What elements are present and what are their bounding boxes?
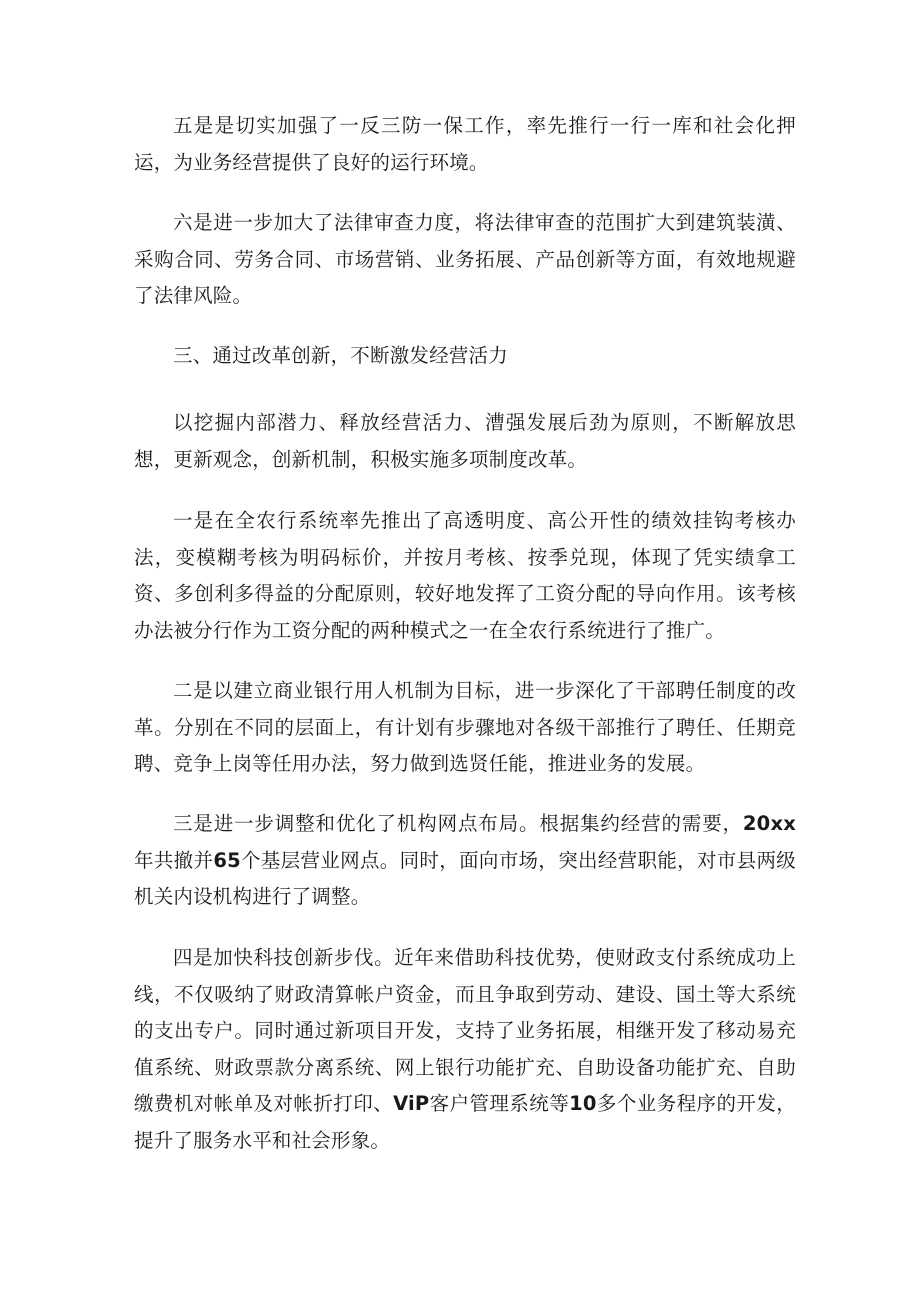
year-value: 20xx xyxy=(742,812,796,835)
paragraph-four-tech-innovation xyxy=(134,940,796,1159)
paragraph-one-performance-assessment: 一是在全农行系统率先推出了高透明度、高公开性的绩效挂钩考核办法，变模糊考核为明码标价，并按月考核、按季兑现，体现了凭实绩拿工资、多创利多得益的分配原则，较好地发挥了工资分配的导向作用。该考核办法被分行作为工资分配的两种模式之一在全农行系统进行了推广。 xyxy=(134,509,796,642)
branch-count-value: 65 xyxy=(213,848,241,872)
paragraph-reform-intro: 以挖掘内部潜力、释放经营活力、漕强发展后劲为原则，不断解放思想，更新观念，创新机制，积极实施多项制度改革。 xyxy=(134,411,796,471)
section-heading-reform: 三、通过改革创新，不断激发经营活力 xyxy=(173,344,508,367)
paragraph-text-segment: 多个业务程序的开发，提升了服务水平和社会形象。 xyxy=(134,1092,796,1152)
paragraph-text-segment: 年共撤并 xyxy=(134,848,214,872)
paragraph-five-security: 五是是切实加强了一反三防一保工作，率先推行一行一库和社会化押运，为业务经营提供了良好的运行环境。 xyxy=(134,114,796,174)
paragraph-six-legal-review: 六是进一步加大了法律审查力度，将法律审查的范围扩大到建筑装潢、采购合同、劳务合同、市场营销、业务拓展、产品创新等方面，有效地规避了法律风险。 xyxy=(134,211,796,307)
paragraph-text-segment: 三是进一步调整和优化了机构网点布局。根据集约经营的需要， xyxy=(173,812,743,835)
paragraph-text-segment: 客户管理系统等 xyxy=(429,1092,570,1115)
program-count-value: 10 xyxy=(569,1092,597,1115)
vip-label: ViP xyxy=(393,1092,430,1115)
paragraph-text-segment: 四是加快科技创新步伐。近年来借助科技优势，使财政支付系统成功上线，不仅吸纳了财政清算帐户资金，而且争取到劳动、建设、国土等大系统的支出专户。同时通过新项目开发，支持了业务拓展，相继开发了移动易充值系统、财政票款分离系统、网上银行功能扩充、自助设备功能扩充、自助缴费机对帐单及对帐折打印、 xyxy=(134,946,796,1115)
paragraph-text-segment: 个基层营业网点。同时，面向市场，突出经营职能，对市县两级机关内设机构进行了调整。 xyxy=(134,848,796,908)
paragraph-two-personnel-reform: 二是以建立商业银行用人机制为目标，进一步深化了干部聘任制度的改革。分别在不同的层面上，有计划有步骤地对各级干部推行了聘任、任期竞聘、竞争上岗等任用办法，努力做到选贤任能，推进业务的发展。 xyxy=(134,679,796,775)
paragraph-three-branch-layout xyxy=(134,806,796,916)
